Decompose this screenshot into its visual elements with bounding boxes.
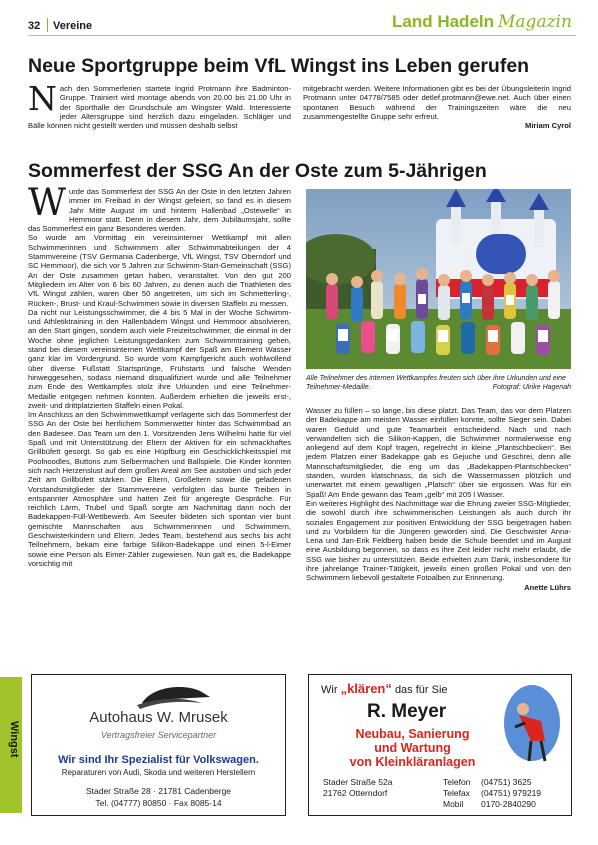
ad2-fax-label: Telefax — [443, 788, 470, 798]
ad2-mobil: 0170-2840290 — [481, 799, 536, 809]
article2-column1 — [28, 181, 291, 568]
ad2-fax: (04751) 979219 — [481, 788, 542, 798]
article1-column2 — [303, 84, 571, 130]
article1-text2: mitgebracht werden. Weitere Informationen gibt es bei der Übungsleiterin Ingrid Protmann unter 04778/7585 oder detlef.protmann@ewe.net. Auch über einen spontanen Besuch während der Trainingszeiten wäre die neu zusammengestellte Gruppe sehr erfreut. — [303, 84, 571, 121]
group-photo — [306, 189, 571, 369]
article2-p4: Im Anschluss an den Schwimmwettkampf verlagerte sich das Sommerfest der SSG An der Oste bei herrlichem Sommerwetter hinter das Schwimmbad an den Badesee. Das Team um den 1. Vorsitzenden Jens Wilhelmi hatte für viel Spaß und mit Unterstützung der Eltern der Aktiven für ein schmackhaftes Grillbüfett gesorgt. So gab es eine Hüpfburg ein Geschicklichkeitsspiel mit Poolnoodles, Buttons zum Selbermachen und Ballspiele. Die Kinder konnten sich nach Herzenslust auf dem großen Areal am See austoben und sich jeder Zeit am Grillbüfett stärken. Die Eltern, Großeltern sowie die geladenen Vorstandsmitglieder der Stammvereine verfolgten das bunte Treiben in entspannter Atmosphäre und hatten Zeit für angeregte Gespräche. Für reichlich Lärm, Trubel und Spaß sorgte am Nachmittag dann noch der Badekappen-Füll-Wettbewerb. Am Seeufer bildeten sich spontan vier bunt gemischte Mannschaften aus Schwimmerinnen und Schwimmern, Geschwisterkindern und Eltern. Jedes Team, bestehend aus sechs bis acht Teilnehmern, bekam eine farbige Silikon-Badekappe und einen 5-l-Eimer sowie eine Person als Eimer-Zähler zugewiesen. Nun galt es, die Badekappe vorsichtig mit — [28, 410, 291, 568]
article2-column2 — [306, 406, 571, 592]
ad2-name: R. Meyer — [367, 701, 447, 722]
ad2-mobil-label: Mobil — [443, 799, 464, 809]
header-divider — [47, 18, 48, 32]
ad2-service3: von Kleinkläranlagen — [349, 755, 476, 769]
logo-sub: Magazin — [498, 12, 572, 32]
sidebar-tab-label: Wingst — [8, 721, 20, 758]
ad1-company: Autohaus W. Mrusek — [89, 709, 228, 726]
ad2-tel-row — [443, 777, 541, 788]
group-photo-image — [306, 189, 571, 369]
magazine-logo — [392, 12, 572, 32]
article2-p1: urde das Sommerfest der SSG An der Oste in den letzten Jahren immer im Freibad in der Wingst gefeiert, so fand es in diesem Jahr Mitte August im und hinterm Hallenbad „Ostewelle“ in Hemmoor statt. Denn in diesem Jahr, dem Jubiläumsjahr, sollte das Sommerfest ein ganz Besonderes werden. — [28, 187, 291, 234]
section-label: Vereine — [53, 20, 93, 32]
ad2-service1: Neubau, Sanierung — [355, 727, 470, 741]
ad2-city: 21762 Otterndorf — [323, 788, 388, 798]
ad2-prefix: Wir — [321, 684, 338, 696]
ad2-fax-row — [443, 788, 541, 799]
article2-author: Anette Lührs — [524, 582, 571, 592]
ad1-address: Stader Straße 28 · 21781 Cadenberge — [85, 786, 232, 796]
article2-p3: Da nicht nur Leistungsschwimmer, die 4 bis 5 Mal in der Woche Schwimm- und Athletiktraining in den Hallenbädern Wingst und Hemmoor absolvieren, an den Start gingen, sondern auch viele Freizeitschwimmer, die einmal in der Woche ohne jeglichen Leistungsgedanken zum Schwimmtraining gehen, stand bei diesem vereinsinternen Wettkampf der Spaß am Element Wasser ganz klar im Vordergrund. So wurde vom Kampfgericht auch wohlwollend über diverse Fußstatt Startsprünge, Frühstarts und falsche Wenden hinweggesehen, sodass niemand disqualifiziert wurde und alle Teilnehmer zum Ende des Wettkampfes stolz ihre Urkunden und eine Teilnehmer-Medaille entgegen nehmen konnten. Außerdem erhielten die jeweils erst-, zweit- und drittplatzierten Staffeln einen Pokal. — [28, 307, 291, 410]
article2-p6: Ein weiteres Highlight des Nachmittage war die Ehrung zweier SSG-Mitglieder, die sowohl durch ihre schwimmerischen Leistungen als auch durch ihr soziales Engagement zur positiven Entwicklung der SSG beigetragen haben und zu Vorbildern für die Jüngeren geworden sind. Die Geschwister Anna-Lena und Jan-Erik Feldberg haben beide die Schule beendet und im August eine Ausbildung begonnen, so dass es ihre Zeit leider nicht mehr erlaubt, die SSG wie bisher zu unterstützen. Beide erhielten zum Dank, insbesondere für ihre jahrelange Trainer-Tätigkeit, jeweils einen großen Pokal und von den Schwimmern liebevoll gestaltete Fotoalben zur Erinnerung. — [306, 498, 571, 583]
article1-title: Neue Sportgruppe beim VfL Wingst ins Leben gerufen — [28, 55, 530, 77]
ad2-tel-label: Telefon — [443, 777, 471, 787]
article2-paragraph — [28, 181, 291, 234]
ad2-services — [315, 727, 510, 769]
ad2-mobil-row — [443, 799, 541, 810]
ad2-street: Stader Straße 52a — [323, 777, 393, 787]
header-rule — [28, 35, 576, 36]
caption-text: Alle Teilnehmer des internen Wettkampfes freuten sich über ihre Urkunden und eine Teilnehmer-Medaille. — [306, 375, 566, 391]
ad2-suffix: das für Sie — [394, 684, 448, 696]
ad2-contacts — [443, 777, 541, 810]
article2-dropcap: W — [28, 181, 67, 224]
ad2-address — [323, 777, 392, 799]
article2-title: Sommerfest der SSG An der Oste zum 5-Jährigen — [28, 160, 487, 182]
photo-caption — [306, 375, 571, 392]
ad2-tel: (04751) 3625 — [481, 777, 532, 787]
article1-dropcap: N — [28, 79, 57, 118]
ad1-tagline: Vertragsfreier Servicepartner — [100, 730, 217, 740]
article1-author: Miriam Cyrol — [525, 121, 571, 131]
article2-p5: Wasser zu füllen – so lange, bis diese platzt. Das Team, das vor dem Platzen der Badekappe am meisten Wasser einfüllen konnte, sollte Sieger sein. Dabei waren Geduld und gute Teamarbeit entscheidend. Nach und nach verwandelten sich die Silikon-Kappen, die Schwimmer normalerweise eng anliegend auf dem Kopf tragen, regelrecht in kleine „Plantschbecken“. Bei jedem Platzen einer Badekappe gab es Gejuche und Geschrei, denn alle Mannschaftsmitglieder, die eng um das „Badekappen-Plantschbecken“ standen, wurden klatschnass, da sich die Wassermassen plötzlich und unerwartet mit einem gewaltigen „Platsch“ über sie ergossen. Was für ein Spaß! Am Ende gewann das Team „gelb“ mit 205 l Wasser. — [306, 406, 571, 499]
logo-main: Land Hadeln — [392, 12, 495, 31]
article1-text1: ach den Sommerferien startete Ingrid Protmann ihre Badminton-Gruppe. Trainiert wird montage abends von 20.00 bis 21.00 Uhr in der Sporthalle der Grundschule am Wingster Wald. Interessierte jeder Altersgruppe sind herzlich dazu eingeladen. Schläger und Bälle können nicht gestellt werden und müssen deshalb selbst — [28, 84, 291, 131]
ad2-service2: und Wartung — [374, 741, 451, 755]
worker-illustration-icon — [501, 681, 563, 771]
page-number: 32 — [28, 20, 41, 32]
ad1-subline: Reparaturen von Audi, Skoda und weiteren Herstellern — [61, 768, 256, 777]
ad-meyer — [308, 674, 572, 816]
article1-column1 — [28, 79, 291, 131]
ad2-slogan — [321, 681, 448, 696]
ad1-headline: Wir sind Ihr Spezialist für Volkswagen. — [58, 754, 259, 766]
ad1-phone: Tel. (04777) 80850 · Fax 8085-14 — [95, 798, 222, 808]
ad2-highlight: „klären“ — [340, 681, 392, 696]
ad-autohaus — [31, 674, 286, 816]
caption-credit: Fotograf: Ulrike Hagenah — [492, 383, 571, 391]
article2-p2: So wurde am Vormittag ein vereinsinterner Wettkampf mit allen Schwimmerinnen und Schwimmern aller Schwimmabteilungen der 4 Stammvereine (TSV Germania Cadenberge, VfL Wingst, TSV Oberndorf und SC Hemmoor), die sich vor 5 Jahren zur Schwimm-Start-Gemeinschaft (SSG) An der Oste zusammen getan haben, veranstaltet. Von den gut 200 Mitgliedern im Alter von 6 bis 60 Jahren, zu denen auch die Triathleten des VfL Wingst zählen, waren über 50 angetreten, um sich im Schmetterling-, Rücken-, Brust- und Kraul-Schwimmen sowie in diversen Staffeln zu messen. — [28, 233, 291, 308]
